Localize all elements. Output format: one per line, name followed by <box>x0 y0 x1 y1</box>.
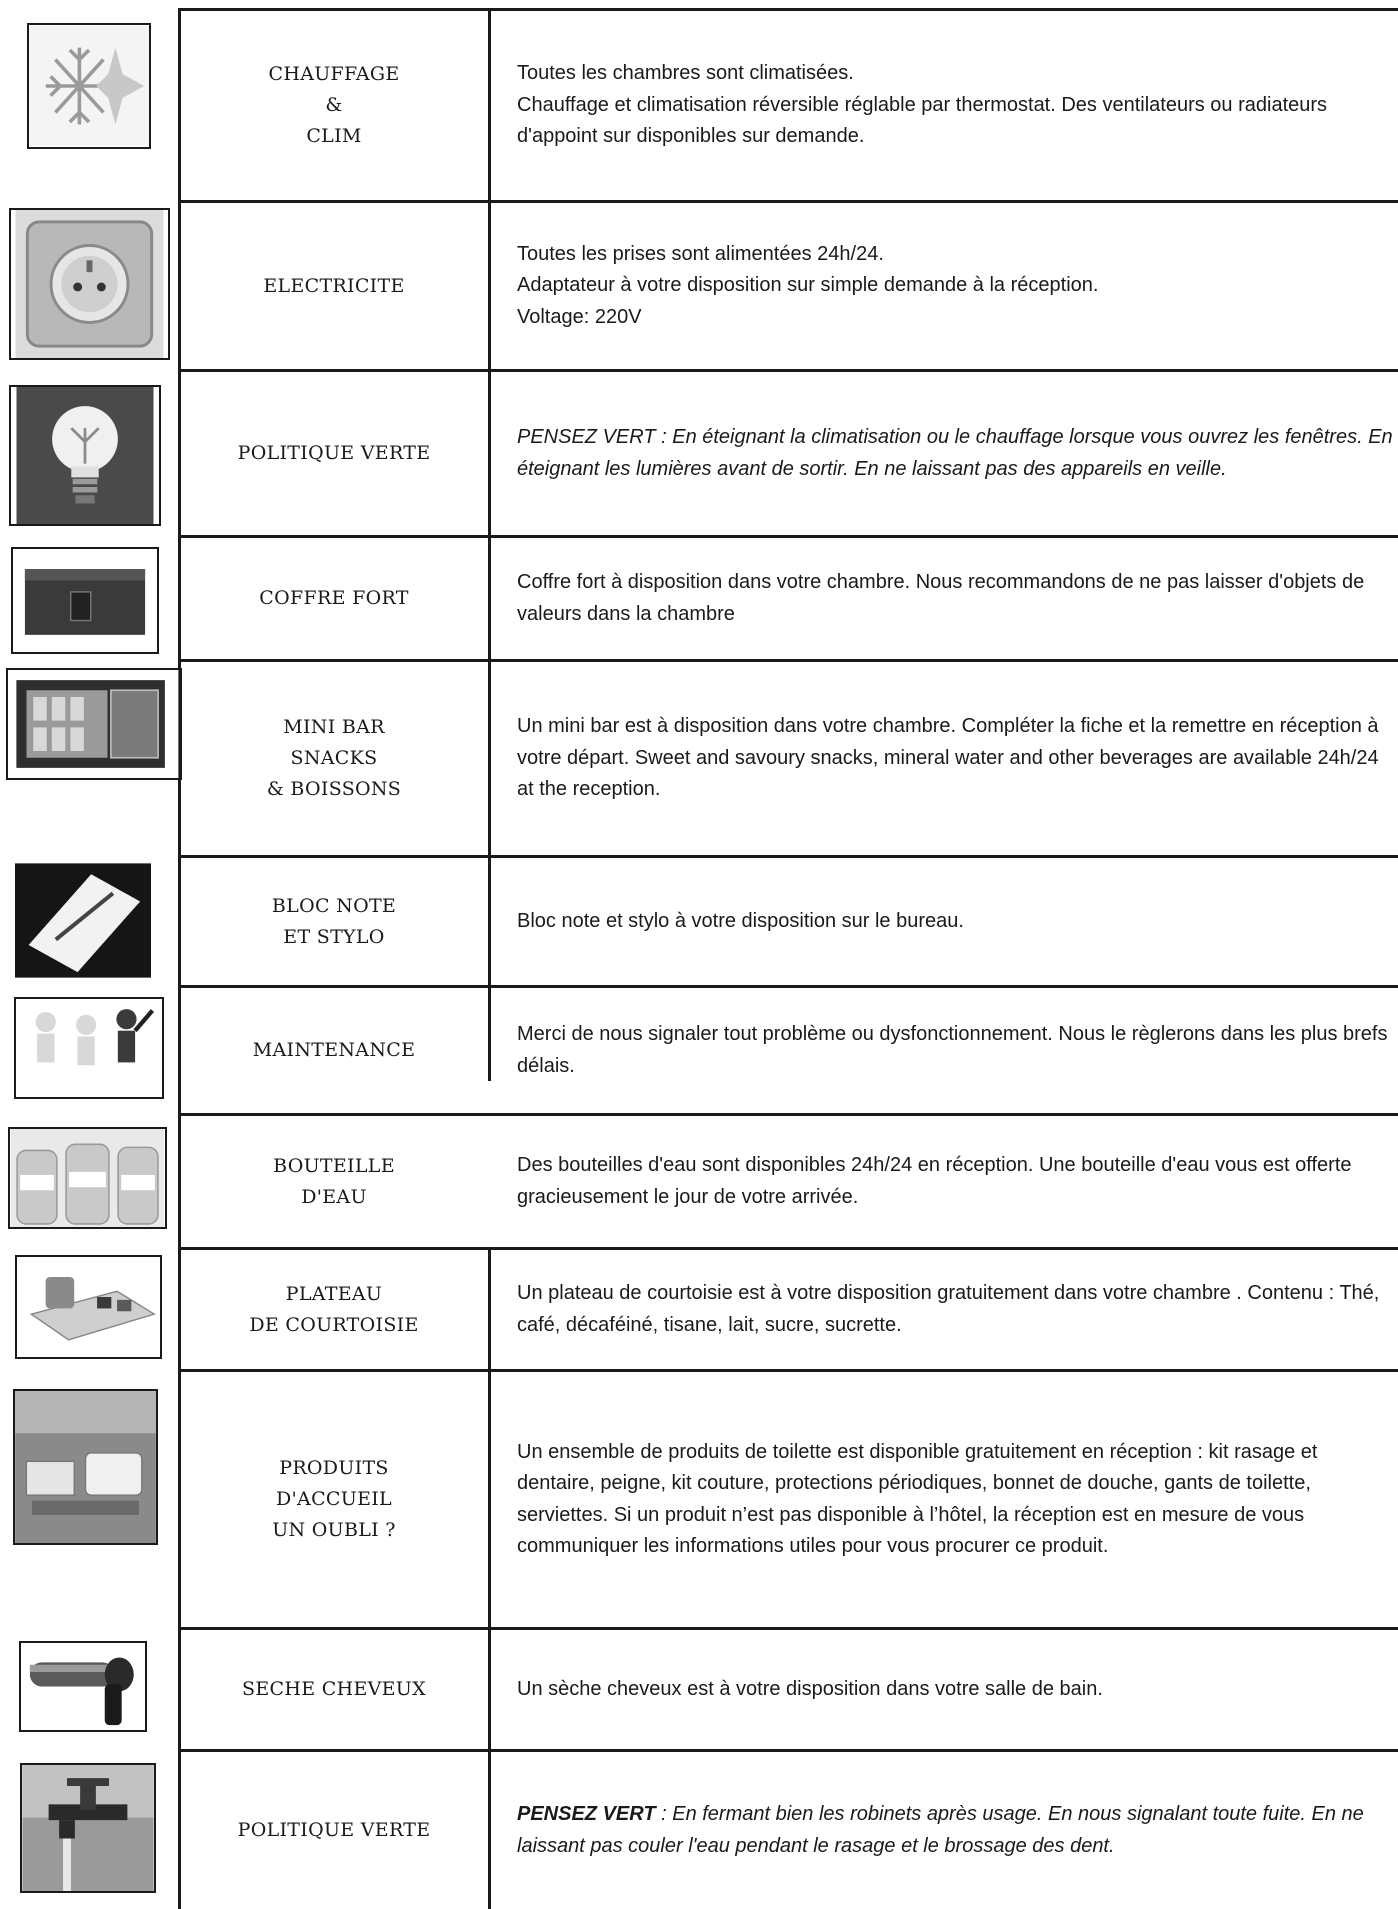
column-divider <box>488 1247 491 1909</box>
courtesy-tray-icon <box>15 1255 162 1359</box>
description-text: Un ensemble de produits de toilette est disponible gratuitement en réception : kit rasage et dentaire, peigne, kit couture, protections périodiques, bonnet de douche, gants de toilette, serviettes. Si un produit n’est pas disponible à l’hôtel, la réception est en mesure de vous communiquer les informations utiles pour vous procurer ce produit. <box>517 1440 1318 1557</box>
power-socket-icon <box>9 208 170 360</box>
snowflake-sun-icon <box>27 23 151 149</box>
description-text: PENSEZ VERT : En éteignant la climatisation ou le chauffage lorsque vous ouvrez les fenêtres. En éteignant les lumières avant de sortir. En ne laissant pas des appareils en veille. <box>517 426 1393 480</box>
category-label: BOUTEILLE D'EAU <box>273 1154 395 1208</box>
hair-dryer-icon <box>19 1641 147 1732</box>
description-text: Un mini bar est à disposition dans votre chambre. Compléter la fiche et la remettre en réception à votre départ. Sweet and savoury snacks, mineral water and other beverages are available 24h/24 at the reception. <box>517 715 1379 801</box>
category-label: POLITIQUE VERTE <box>237 1819 431 1841</box>
column-divider <box>488 8 491 1081</box>
description-text: Un sèche cheveux est à votre disposition dans votre salle de bain. <box>517 1677 1103 1700</box>
category-label: PRODUITS D'ACCUEIL UN OUBLI ? <box>272 1457 396 1541</box>
category-label: CHAUFFAGE & CLIM <box>268 63 400 147</box>
minibar-fridge-icon <box>6 668 182 780</box>
category-label: POLITIQUE VERTE <box>237 442 431 464</box>
description-text <box>517 1752 1398 1909</box>
category-label: COFFRE FORT <box>259 587 409 609</box>
category-label: SECHE CHEVEUX <box>242 1678 426 1700</box>
category-label: MINI BAR SNACKS & BOISSONS <box>266 716 402 800</box>
description-text: Des bouteilles d'eau sont disponibles 24h/24 en réception. Une bouteille d'eau vous est offerte gracieusement le jour de votre arrivée. <box>517 1154 1352 1208</box>
water-bottles-icon <box>8 1127 167 1229</box>
description-text: Merci de nous signaler tout problème ou dysfonctionnement. Nous le règlerons dans les plus brefs délais. <box>517 1023 1388 1077</box>
green-light-bulb-icon <box>9 385 161 526</box>
water-tap-icon <box>20 1763 156 1893</box>
category-label: ELECTRICITE <box>263 274 405 297</box>
description-text: Toutes les prises sont alimentées 24h/24. Adaptateur à votre disposition sur simple demande à la réception. Voltage: 220V <box>517 242 1099 328</box>
description-rest: : En fermant bien les robinets après usage. En nous signalant toute fuite. En ne laissant pas couler l'eau pendant le rasage et le brossage des dent. <box>517 1803 1364 1857</box>
toiletries-icon <box>13 1389 158 1545</box>
notepad-pen-icon <box>15 863 151 978</box>
description-text: Toutes les chambres sont climatisées. Chauffage et climatisation réversible réglable par thermostat. Des ventilateurs ou radiateurs d'appoint sur disponibles sur demande. <box>517 62 1328 148</box>
safe-icon <box>11 547 159 654</box>
category-label: BLOC NOTE ET STYLO <box>271 894 397 948</box>
description-text: Coffre fort à disposition dans votre chambre. Nous recommandons de ne pas laisser d'objets de valeurs dans la chambre <box>517 571 1365 625</box>
description-text: Bloc note et stylo à votre disposition sur le bureau. <box>517 909 964 932</box>
category-label: MAINTENANCE <box>252 1039 416 1061</box>
description-text: Un plateau de courtoisie est à votre disposition gratuitement dans votre chambre . Contenu : Thé, café, décaféiné, tisane, lait, sucre, sucrette. <box>517 1282 1380 1336</box>
category-label: PLATEAU DE COURTOISIE <box>249 1282 419 1336</box>
bold-prefix: PENSEZ VERT <box>517 1803 656 1825</box>
maintenance-workers-icon <box>14 997 164 1099</box>
